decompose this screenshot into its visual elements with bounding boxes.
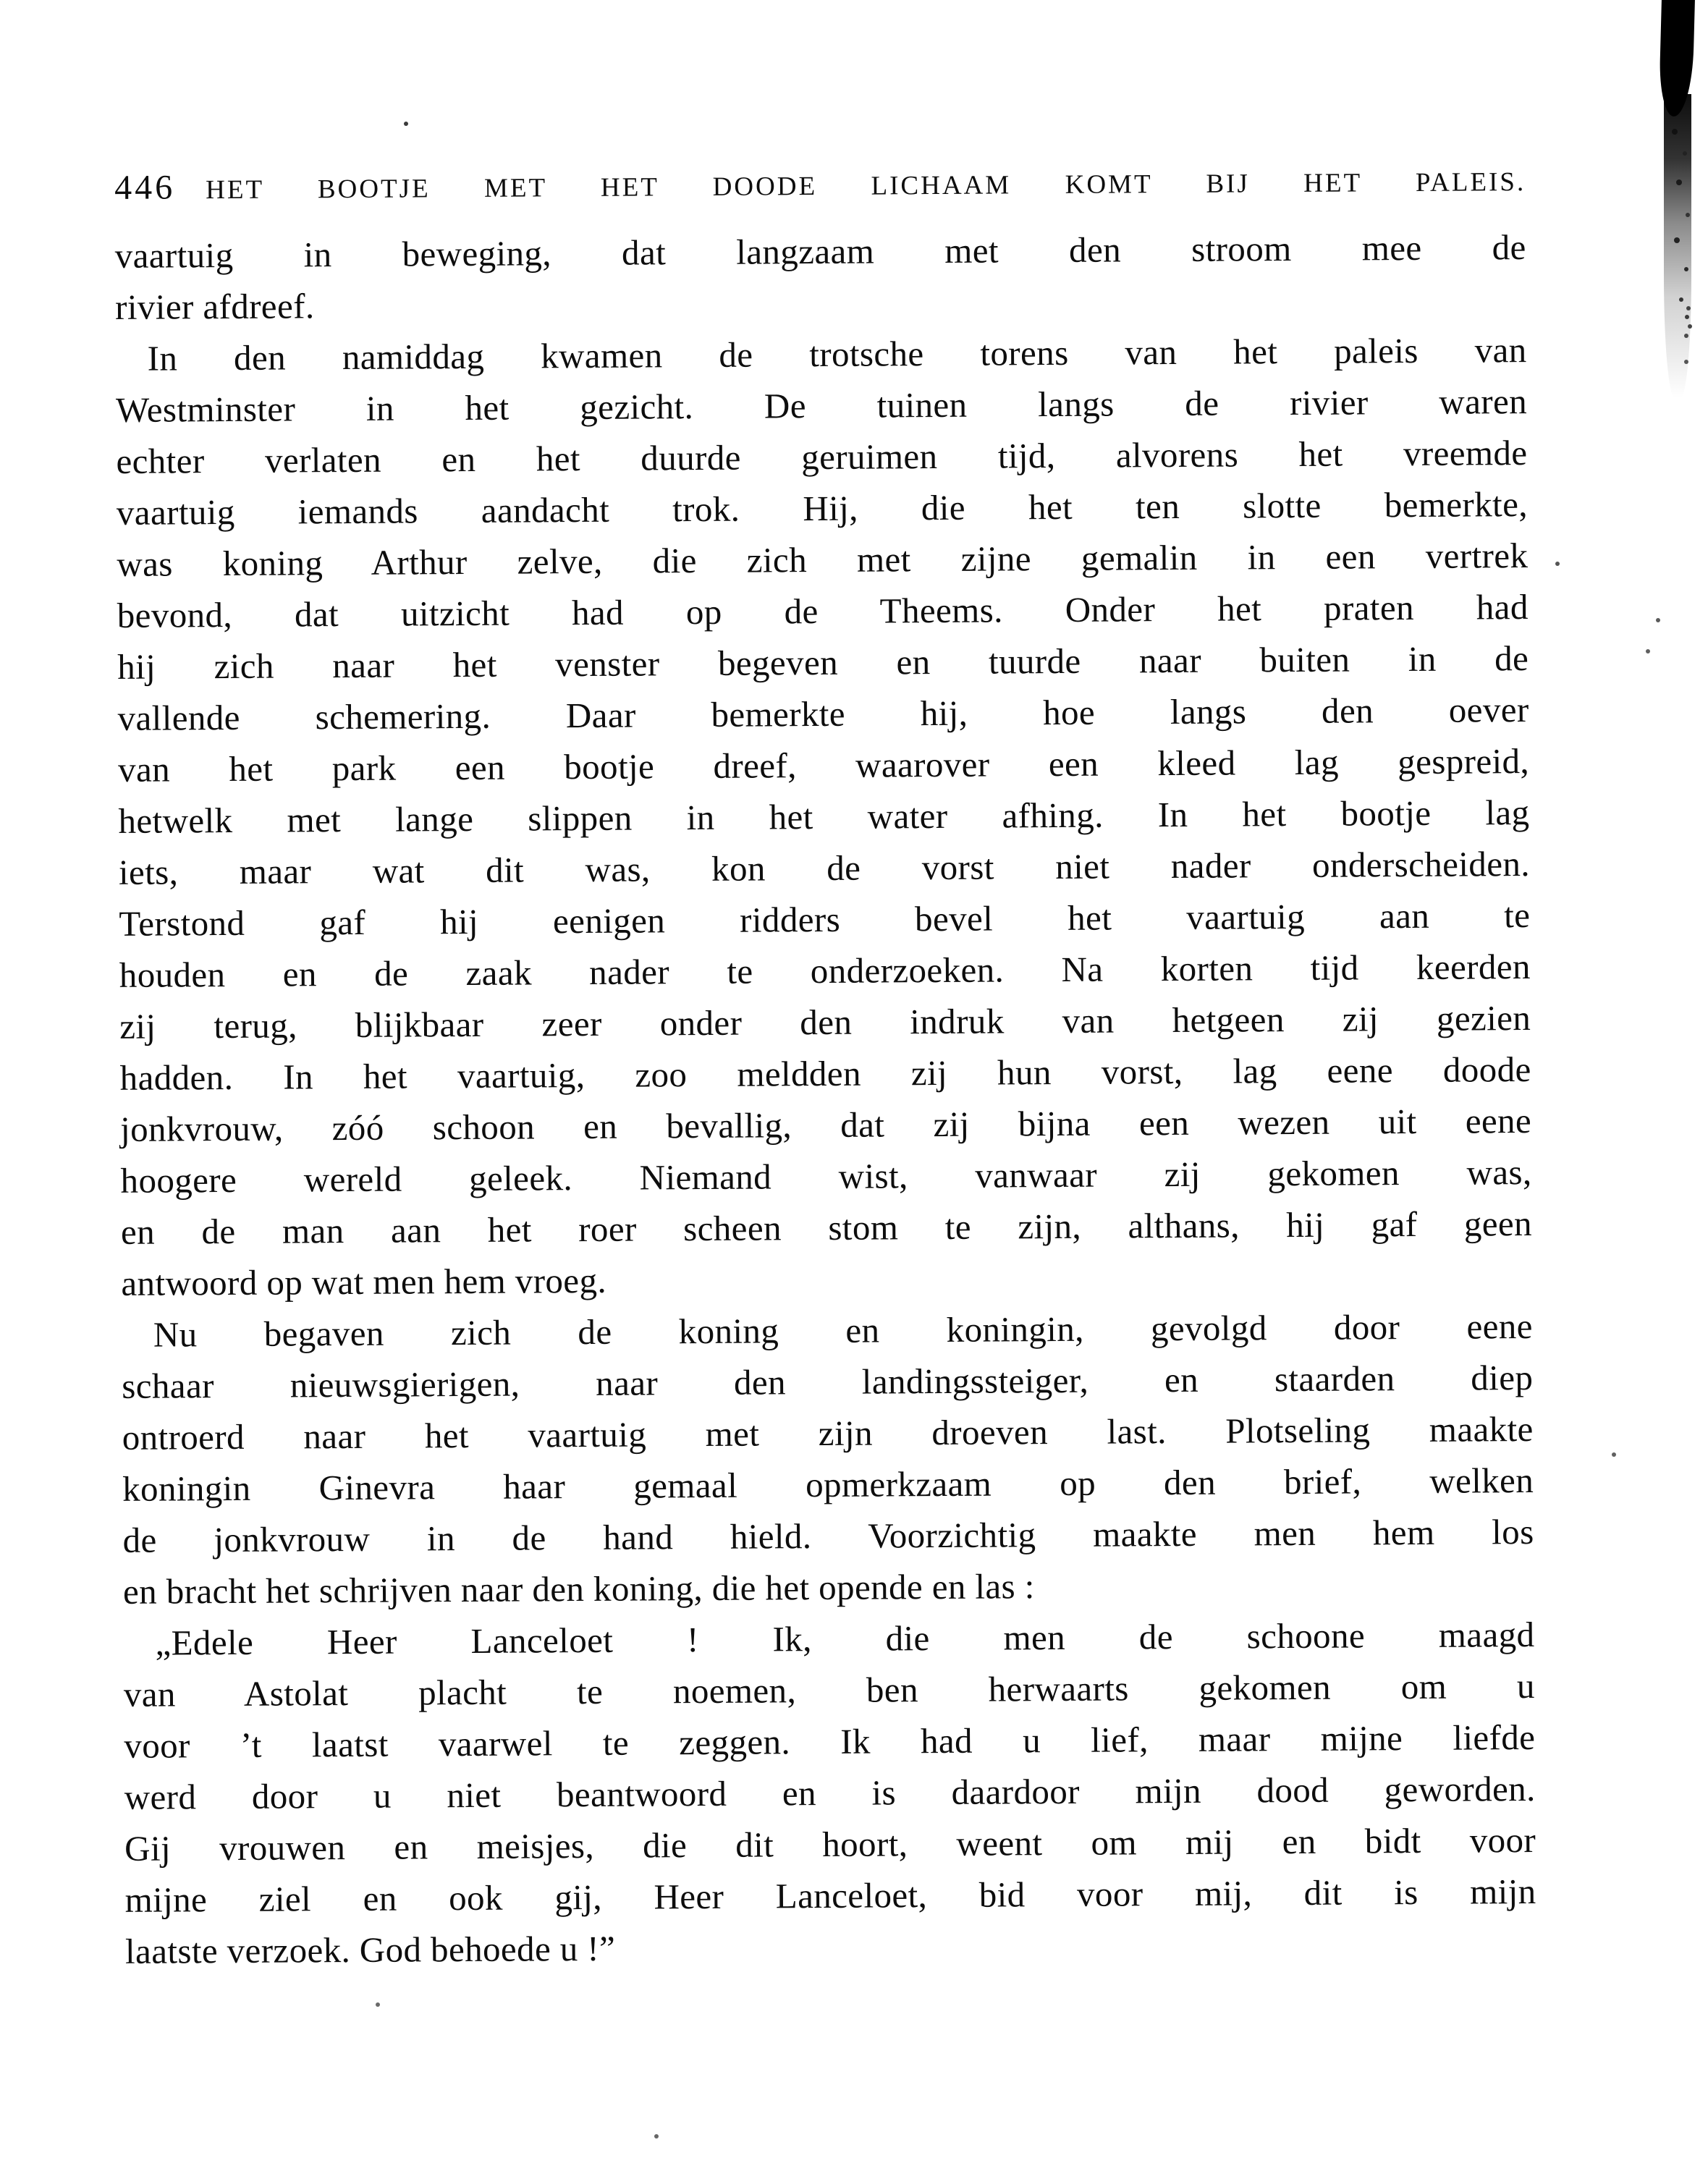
text-line: zij terug, blijkbaar zeer onder den indruk van hetgeen zij gezien [119,998,1531,1046]
text-line: hoogere wereld geleek. Niemand wist, vanwaar zij gekomen was, [120,1152,1532,1201]
running-title: HET BOOTJE MET HET DOODE LICHAAM KOMT BIJ HET PALEIS. [206,167,1526,206]
text-line: van het park een bootje dreef, waarover een kleed lag gespreid, [117,741,1530,790]
body-text [115,221,1537,1977]
text-line: „Edele Heer Lanceloet ! Ik, die men de schoone maagd [155,1615,1535,1663]
text-line: van Astolat placht te noemen, ben herwaarts gekomen om u [123,1666,1536,1714]
page-number: 446 [114,168,176,207]
text-line: hij zich naar het venster begeven en tuurde naar buiten in de [117,638,1529,687]
text-line: de jonkvrouw in de hand hield. Voorzichtig maakte men hem los [122,1512,1534,1560]
text-line: Terstond gaf hij eenigen ridders bevel het vaartuig aan te [119,895,1531,944]
text-line: vallende schemering. Daar bemerkte hij, hoe langs den oever [117,690,1529,738]
text-line: vaartuig iemands aandacht trok. Hij, die het ten slotte bemerkte, [116,484,1529,533]
text-line: schaar nieuwsgierigen, naar den landingssteiger, en staarden diep [122,1358,1534,1406]
paragraph [115,221,1527,333]
scanned-text-block [114,159,1536,1977]
text-line: bevond, dat uitzicht had op de Theems. Onder het praten had [117,587,1529,635]
text-line: In den namiddag kwamen de trotsche torens van het paleis van [147,330,1527,378]
text-line: vaartuig in beweging, dat langzaam met den stroom mee de [114,227,1526,276]
text-line: voor ’t laatst vaarwel te zeggen. Ik had u lief, maar mijne liefde [124,1717,1536,1766]
text-line: en de man aan het roer scheen stom te zijn, althans, hij gaf geen [120,1203,1533,1252]
text-line: Westminster in het gezicht. De tuinen langs de rivier waren [115,381,1528,430]
paragraph [123,1609,1536,1977]
text-line: houden en de zaak nader te onderzoeken. Na korten tijd keerden [119,947,1531,995]
text-line: was koning Arthur zelve, die zich met zijne gemalin in een vertrek [117,536,1529,584]
scan-speckles [0,0,3,3]
text-line: mijne ziel en ook gij, Heer Lanceloet, bid voor mij, dit is mijn [124,1871,1536,1920]
paragraph [115,324,1532,1309]
text-line: en bracht het schrijven naar den koning, die het opende en las : [122,1566,1035,1612]
text-line: hadden. In het vaartuig, zoo meldden zij hun vorst, lag eene doode [119,1049,1531,1098]
text-line: antwoord op wat men hem vroeg. [121,1260,607,1303]
text-line: Nu begaven zich de koning en koningin, gevolgd door eene [153,1306,1534,1355]
running-header [114,159,1526,208]
text-line: laatste verzoek. God behoede u !” [124,1928,616,1971]
text-line: jonkvrouw, zóó schoon en bevallig, dat zij bijna een wezen uit eene [119,1101,1532,1149]
text-line: echter verlaten en het duurde geruimen tijd, alvorens het vreemde [116,433,1528,481]
text-line: ontroerd naar het vaartuig met zijn droeven last. Plotseling maakte [122,1409,1534,1458]
text-line: rivier afdreef. [115,286,315,327]
text-line: hetwelk met lange slippen in het water afhing. In het bootje lag [118,792,1530,841]
text-line: iets, maar wat dit was, kon de vorst niet nader onderscheiden. [118,844,1531,892]
text-line: koningin Ginevra haar gemaal opmerkzaam op den brief, welken [122,1460,1534,1509]
paragraph [122,1300,1535,1617]
text-line: werd door u niet beantwoord en is daardoor mijn dood geworden. [124,1769,1536,1817]
text-line: Gij vrouwen en meisjes, die dit hoort, weent om mij en bidt voor [124,1820,1536,1869]
scan-artifact-fade [1664,94,1691,398]
